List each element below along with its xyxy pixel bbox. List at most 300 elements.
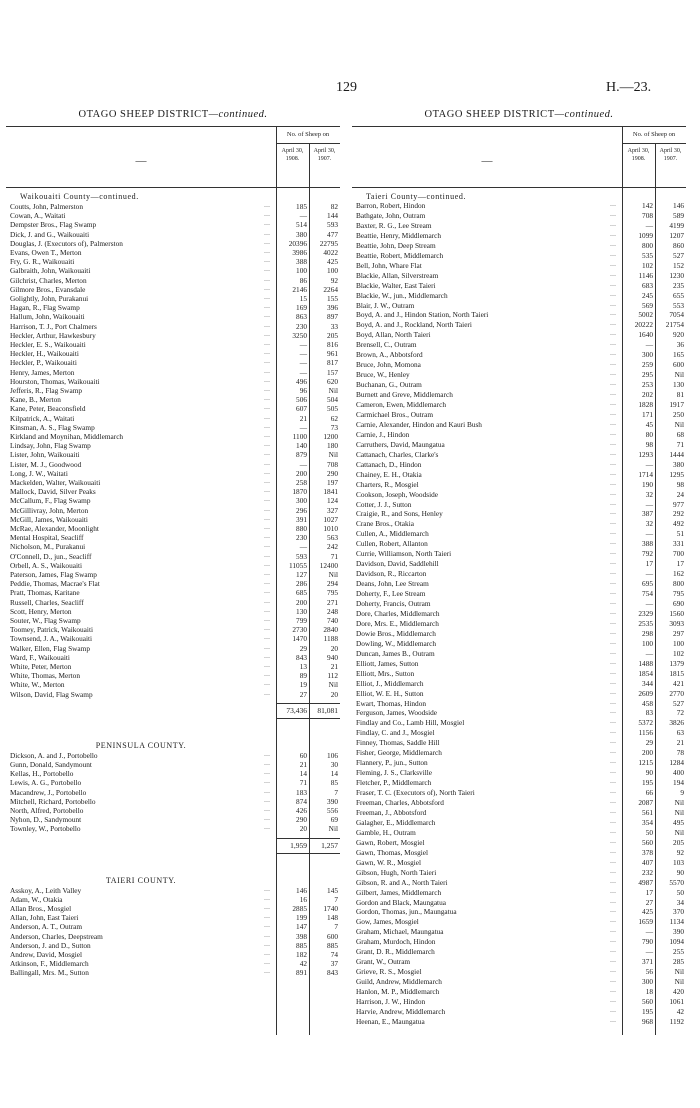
table-row [6,276,340,285]
sheep-1908: 1714 [638,469,653,479]
total-1907: 81,081 [317,705,338,715]
table-row [6,579,340,588]
table-row [352,450,686,459]
sheep-1907: 42 [676,1006,684,1016]
table-row [352,818,686,827]
owner-name: Heckler, P., Waikouaiti [10,358,77,368]
owner-name: Grant, W., Outram [356,957,411,967]
sheep-1908: 230 [296,321,307,331]
leader-dots: … [610,659,616,666]
leader-dots: … [264,479,270,485]
table-row [352,460,686,469]
sheep-1908: — [645,947,653,957]
owner-name: Mental Hospital, Seacliff [10,533,84,543]
sheep-1908: — [645,927,653,937]
owner-name: Atkinson, F., Middlemarch [10,959,89,969]
table-row [352,231,686,240]
owner-name: Souter, W., Flag Swamp [10,616,81,625]
table-row [352,500,686,509]
leader-dots: … [610,908,616,915]
header-col-1908: April 30, 1908. [281,148,304,162]
leader-dots: … [264,488,270,495]
leader-dots: … [610,749,616,756]
owner-name: Ward, F., Waikouaiti [10,652,70,662]
sheep-1907: 92 [330,275,338,285]
owner-name: Henry, James, Merton [10,367,75,377]
sheep-1907: Nil [328,824,338,834]
sheep-1908: 1488 [638,658,653,668]
sheep-1907: 90 [676,867,684,877]
owner-name: Charters, R., Mosgiel [356,479,419,489]
table-row [6,331,340,340]
leader-dots: … [264,377,270,384]
table-row [352,808,686,817]
leader-dots: … [264,497,270,504]
leader-dots: … [610,649,616,656]
owner-name: Dempster Bros., Flag Swamp [10,220,97,230]
sheep-1907: 197 [327,478,338,487]
sheep-1908: 380 [296,229,307,239]
table-row [6,368,340,377]
table-row [352,649,686,658]
sheep-1908: — [645,529,653,539]
table-row [352,927,686,936]
sheep-1908: 100 [296,266,307,276]
section-total [276,838,340,854]
sheep-1908: 569 [642,300,653,310]
table-row [6,634,340,643]
owner-name: North, Alfred, Portobello [10,806,84,815]
leader-dots: … [264,295,270,301]
sheep-1907: 290 [327,468,338,478]
leader-dots: … [610,858,616,865]
sheep-1908: 2146 [292,284,307,294]
sheep-1907: 1444 [669,449,684,459]
table-row [352,758,686,767]
table-row [6,506,340,515]
sheep-1907: 327 [327,505,338,515]
table-row [352,370,686,379]
sheep-1907: 1200 [323,432,338,441]
sheep-1907: 7 [334,787,338,797]
leader-dots: … [264,932,270,939]
leader-dots: … [610,1017,616,1024]
sheep-1907: 92 [676,847,684,857]
table-row [352,699,686,708]
leader-dots: … [610,818,616,825]
title-continued: —continued. [554,109,614,120]
table-row [352,201,686,210]
sheep-1908: 20396 [288,238,307,248]
sheep-1907: 248 [327,606,338,616]
sheep-1907: 21 [330,662,338,671]
table-row [6,542,340,551]
table-row [6,941,340,950]
owner-name: Graham, Michael, Maungatua [356,927,444,937]
owner-name: Hourston, Thomas, Waikouaiti [10,376,100,386]
leader-dots: … [264,607,270,614]
owner-name: Brown, A., Abbotsford [356,350,423,360]
sheep-1908: 2535 [638,618,653,628]
sheep-1907: 205 [327,330,338,340]
leader-dots: … [264,258,270,265]
sheep-1908: 171 [642,409,653,419]
owner-name: McGillivray, John, Merton [10,505,89,515]
owner-name: Boyd, A. and J., Hindon Station, North Taieri [356,310,489,320]
leader-dots: … [264,313,270,320]
sheep-1908: 50 [645,827,653,837]
owner-name: Currie, Williamson, North Taieri [356,549,452,559]
sheep-1908: 29 [645,738,653,748]
table-row [6,797,340,806]
leader-dots: … [610,281,616,288]
table-row [6,561,340,570]
owner-name: Toomey, Patrick, Waikouaiti [10,625,94,635]
sheep-1907: 82 [330,202,338,211]
owner-name: Elliot, W. E. H., Sutton [356,688,424,698]
sheep-1908: 2087 [638,798,653,807]
sheep-1907: 800 [673,579,684,589]
owner-name: Gamble, H., Outram [356,827,416,837]
leader-dots: … [264,644,270,651]
owner-name: Townley, W., Portobello [10,824,81,834]
leader-dots: … [264,212,270,219]
leader-dots: … [264,433,270,439]
sheep-1907: 50 [676,887,684,897]
sheep-1907: 7 [334,922,338,932]
leader-dots: … [610,799,616,805]
sheep-1907: 2264 [323,284,338,294]
table-row [352,310,686,319]
table-row [352,728,686,737]
owner-name: Mackelden, Walter, Waikouaiti [10,478,101,487]
sheep-1907: 556 [327,806,338,815]
leader-dots: … [610,301,616,308]
leader-dots: … [610,530,616,537]
total-1908: 1,959 [290,840,307,850]
header-col-1907: April 30, 1907. [313,148,336,162]
sheep-1908: 1870 [292,487,307,497]
sheep-1907: 205 [673,837,684,847]
sheep-1907: 22795 [319,238,338,248]
leader-dots: … [610,202,616,208]
sheep-1907: 297 [673,628,684,638]
sheep-1907: 51 [676,529,684,539]
sheep-1908: 90 [645,768,653,778]
sheep-1908: 140 [296,441,307,451]
sheep-1908: 561 [642,807,653,817]
leader-dots: … [264,221,270,228]
leader-dots: … [610,838,616,845]
table-row [352,878,686,887]
leader-dots: … [264,534,270,541]
leader-dots: … [264,396,270,403]
table-row [6,922,340,931]
sheep-1907: 73 [330,422,338,432]
leader-dots: … [610,580,616,587]
sheep-1908: 195 [642,778,653,788]
leader-dots: … [610,759,616,766]
leader-dots: … [264,267,270,274]
owner-name: Russell, Charles, Seacliff [10,597,84,607]
sheep-1908: — [299,349,307,359]
owner-name: Wilson, David, Flag Swamp [10,689,93,699]
sheep-1908: 142 [642,201,653,210]
owner-name: Findlay and Co., Lamb Hill, Mosgiel [356,718,465,728]
table-row [352,519,686,528]
sheep-1908: 754 [642,589,653,599]
table-row [6,230,340,239]
owner-name: Beattie, Robert, Middlemarch [356,250,444,260]
sheep-1907: 425 [327,257,338,267]
sheep-1907: 20 [330,689,338,699]
owner-name: Carnie, J., Hindon [356,429,410,439]
sheep-1907: 492 [673,519,684,529]
leader-dots: … [610,789,616,796]
leader-dots: … [610,998,616,1004]
leader-dots: … [610,968,616,975]
owner-name: Heckler, Arthur, Hawkesbury [10,330,96,340]
table-row [352,261,686,270]
owner-name: Paterson, James, Flag Swamp [10,570,97,579]
table-row [6,751,340,760]
sheep-1907: 100 [327,266,338,276]
sheep-1908: 86 [299,275,307,285]
sheep-1908: — [645,569,653,579]
owner-name: Dickson, A. and J., Portobello [10,750,98,760]
sheep-1907: 103 [673,857,684,867]
leader-dots: … [264,341,270,347]
table-row [6,312,340,321]
sheep-1907: 1207 [669,230,684,240]
owner-name: Galagher, E., Middlemarch [356,817,436,827]
leader-dots: … [264,230,270,237]
leader-dots: … [610,500,616,507]
table-row [6,487,340,496]
sheep-1907: 78 [676,748,684,758]
sheep-1908: 71 [299,778,307,788]
sheep-1908: 295 [642,370,653,380]
sheep-1908: 183 [296,787,307,797]
owner-name: Walker, Ellen, Flag Swamp [10,643,90,653]
leader-dots: … [264,681,270,688]
sheep-1907: 527 [673,250,684,260]
table-row [352,947,686,956]
owner-name: Fraser, T. C. (Executors of), North Taieri [356,788,475,798]
leader-dots: … [264,960,270,967]
sheep-1908: 514 [296,220,307,230]
sheep-1908: 27 [299,689,307,699]
table-row [352,509,686,518]
sheep-1907: 271 [327,597,338,607]
sheep-1908: 535 [642,250,653,260]
table-row [6,248,340,257]
total-1907: 1,257 [321,840,338,850]
table-row [352,788,686,797]
sheep-1908: 891 [296,968,307,978]
sheep-1908: 17 [645,887,653,897]
sheep-1908: 425 [642,907,653,917]
total-1908: 73,436 [286,705,307,715]
owner-name: Anderson, A. T., Outram [10,922,83,932]
sheep-1907: 1192 [669,1016,684,1026]
leader-dots: … [610,331,616,338]
owner-name: Lister, M. J., Goodwood [10,459,82,469]
sheep-1907: 30 [330,760,338,769]
leader-dots: … [610,619,616,626]
sheep-1907: 71 [330,551,338,561]
owner-name: Gilmore Bros., Evansdale [10,284,86,294]
sheep-1908: — [645,220,653,230]
owner-name: Coutts, John, Palmerston [10,202,83,211]
table-row [6,358,340,367]
sheep-1907: 527 [673,698,684,708]
sheep-1908: 21 [299,413,307,423]
sheep-1907: 285 [673,957,684,967]
sheep-1908: 45 [645,419,653,429]
sheep-1907: 235 [673,280,684,290]
sheep-1908: — [299,542,307,552]
title-main: OTAGO SHEEP DISTRICT [78,109,209,120]
owner-name: Burnett and Greve, Middlemarch [356,390,453,400]
sheep-1907: 4022 [323,248,338,257]
sheep-1907: 477 [327,229,338,239]
table-row [6,552,340,561]
right-table-header [352,126,686,188]
leader-dots: … [610,958,616,965]
sheep-1908: 593 [296,551,307,561]
sheep-1907: 14 [330,769,338,779]
owner-name: Boyd, Allan, North Taieri [356,330,431,340]
sheep-1907: Nil [674,370,684,380]
sheep-1908: 2730 [292,625,307,635]
sheep-1908: 232 [642,867,653,877]
leader-dots: … [610,351,616,358]
leader-dots: … [610,470,616,477]
owner-name: Davidson, David, Saddlehill [356,559,439,569]
table-row [6,588,340,597]
owner-name: Kilpatrick, A., Waitati [10,413,75,423]
owner-name: Davidson, R., Riccarton [356,569,427,579]
owner-name: Dick, J. and G., Waikouaiti [10,229,90,239]
table-row [6,285,340,294]
sheep-1908: 300 [642,350,653,360]
sheep-1907: 5570 [669,877,684,887]
table-row [352,778,686,787]
sheep-1907: 563 [327,533,338,543]
table-row [352,241,686,250]
owner-name: Elliot, J., Middlemarch [356,678,424,688]
sheep-1907: 194 [673,778,684,788]
leader-dots: … [610,271,616,278]
leader-dots: … [264,571,270,577]
owner-name: Golightly, John, Purakanui [10,294,89,303]
sheep-1907: 700 [673,549,684,559]
sheep-1907: 162 [673,569,684,579]
leader-dots: … [610,808,616,815]
sheep-1908: 199 [296,913,307,923]
leader-dots: … [610,848,616,855]
leader-dots: … [264,203,270,209]
leader-dots: … [264,285,270,292]
sheep-1908: 42 [299,959,307,969]
sheep-1907: 4199 [669,220,684,230]
table-row [6,662,340,671]
sheep-1907: 242 [327,542,338,552]
table-row [352,828,686,837]
owner-name: Fisher, George, Middlemarch [356,748,442,758]
leader-dots: … [264,914,270,921]
leader-dots: … [264,414,270,421]
sheep-1908: 14 [299,769,307,779]
table-row [6,806,340,815]
table-row [352,549,686,558]
table-row [352,708,686,717]
leader-dots: … [610,321,616,328]
sheep-1907: 553 [673,300,684,310]
table-row [352,410,686,419]
owner-name: Gunn, Donald, Sandymount [10,760,92,769]
sheep-1908: 1470 [292,634,307,644]
sheep-1908: 1854 [638,668,653,678]
table-row [6,959,340,968]
owner-name: Gawn, Thomas, Mosgiel [356,847,429,857]
table-row [6,760,340,769]
sheep-1908: 1100 [292,432,307,441]
leader-dots: … [610,739,616,746]
sheep-1907: 600 [673,360,684,370]
leader-dots: … [264,387,270,393]
table-row [352,609,686,618]
table-row [352,748,686,757]
leader-dots: … [264,322,270,329]
owner-name: Beattie, John, Deep Stream [356,240,436,250]
table-row [352,898,686,907]
sheep-1907: 33 [330,321,338,331]
sheep-1908: — [299,358,307,368]
sheep-1908: 230 [296,533,307,543]
sheep-1908: 83 [645,708,653,718]
sheep-1908: 17 [645,559,653,569]
sheep-1908: 5002 [638,310,653,320]
table-row [6,239,340,248]
owner-name: Ewart, Thomas, Hindon [356,698,426,708]
sheep-1907: 690 [673,599,684,608]
table-row [352,579,686,588]
owner-name: Freeman, Charles, Abbotsford [356,798,444,807]
table-row [6,450,340,459]
table-row [6,211,340,220]
left-column [6,108,340,1035]
section-total [276,703,340,719]
table-row [352,529,686,538]
table-row [6,294,340,303]
sheep-1907: 124 [327,496,338,506]
sheep-1908: 790 [642,937,653,947]
sheep-1907: 1230 [669,270,684,280]
sheep-1908: 29 [299,643,307,653]
leader-dots: … [610,231,616,238]
leader-dots: … [610,490,616,497]
owner-name: Evans, Owen T., Merton [10,248,82,257]
leader-dots: … [610,769,616,776]
table-row [6,616,340,625]
leader-dots: … [610,371,616,378]
leader-dots: … [264,276,270,283]
owner-name: Cookson, Joseph, Woodside [356,489,438,499]
table-row [352,907,686,916]
leader-dots: … [264,515,270,522]
